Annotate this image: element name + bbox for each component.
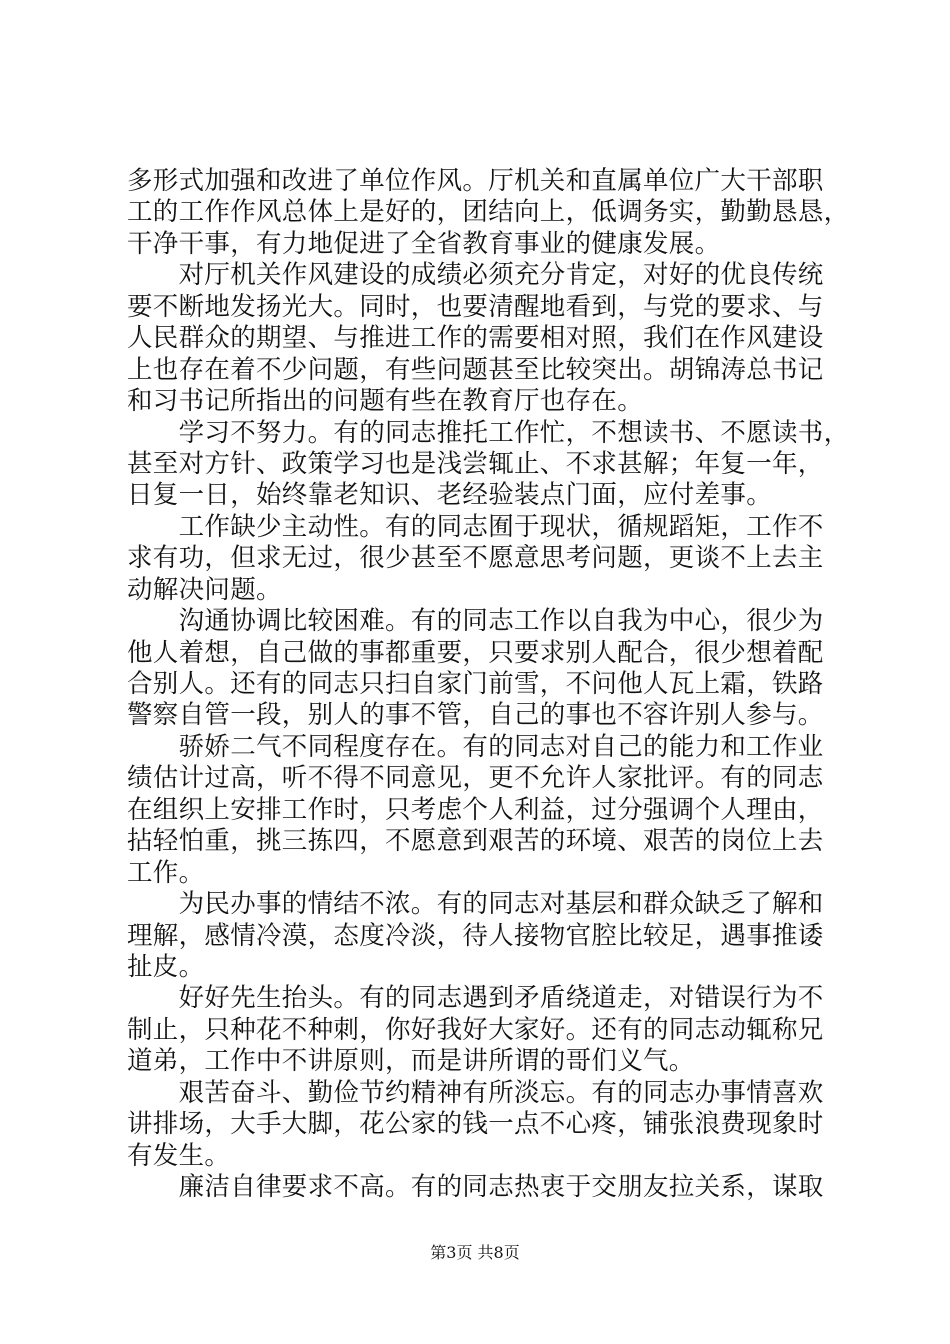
page-number-footer: 第3页 共8页 xyxy=(430,1243,520,1262)
text-line: 廉洁自律要求不高。有的同志热衷于交朋友拉关系，谋取 xyxy=(127,1172,824,1202)
text-line: 动解决问题。 xyxy=(127,574,282,605)
text-line: 多形式加强和改进了单位作风。厅机关和直属单位广大干部职 xyxy=(127,166,824,196)
text-line: 甚至对方针、政策学习也是浅尝辄止、不求甚解；年复一年， xyxy=(127,448,824,479)
text-line: 骄娇二气不同程度存在。有的同志对自己的能力和工作业 xyxy=(127,731,824,762)
text-line: 工作缺少主动性。有的同志囿于现状，循规蹈矩，工作不 xyxy=(127,511,824,542)
text-line: 他人着想，自己做的事都重要，只要求别人配合，很少想着配 xyxy=(127,637,824,668)
text-line: 讲排场，大手大脚，花公家的钱一点不心疼，铺张浪费现象时 xyxy=(127,1109,824,1140)
text-line: 为民办事的情结不浓。有的同志对基层和群众缺乏了解和 xyxy=(127,889,824,920)
text-line: 艰苦奋斗、勤俭节约精神有所淡忘。有的同志办事情喜欢 xyxy=(127,1077,824,1108)
document-body xyxy=(127,166,850,1203)
text-line: 工的工作作风总体上是好的，团结向上，低调务实，勤勤恳恳， xyxy=(127,197,850,228)
text-line: 道弟，工作中不讲原则，而是讲所谓的哥们义气。 xyxy=(127,1046,695,1077)
text-line: 对厅机关作风建设的成绩必须充分肯定，对好的优良传统 xyxy=(127,260,824,291)
text-line: 学习不努力。有的同志推托工作忙，不想读书、不愿读书， xyxy=(127,417,850,448)
text-line: 求有功，但求无过，很少甚至不愿意思考问题，更谈不上去主 xyxy=(127,543,824,574)
text-line: 拈轻怕重，挑三拣四，不愿意到艰苦的环境、艰苦的岗位上去 xyxy=(127,826,824,857)
text-line: 好好先生抬头。有的同志遇到矛盾绕道走，对错误行为不 xyxy=(127,983,824,1014)
text-line: 有发生。 xyxy=(127,1140,231,1171)
text-line: 理解，感情冷漠，态度冷淡，待人接物官腔比较足，遇事推诿 xyxy=(127,920,824,951)
text-line: 要不断地发扬光大。同时，也要清醒地看到，与党的要求、与 xyxy=(127,291,824,322)
text-line: 合别人。还有的同志只扫自家门前雪，不问他人瓦上霜，铁路 xyxy=(127,669,824,699)
text-line: 日复一日，始终靠老知识、老经验装点门面，应付差事。 xyxy=(127,480,773,511)
text-line: 和习书记所指出的问题有些在教育厅也存在。 xyxy=(127,386,644,417)
text-line: 绩估计过高，听不得不同意见，更不允许人家批评。有的同志 xyxy=(127,763,824,794)
text-line: 沟通协调比较困难。有的同志工作以自我为中心，很少为 xyxy=(127,606,824,637)
text-line: 工作。 xyxy=(127,857,205,888)
text-line: 上也存在着不少问题，有些问题甚至比较突出。胡锦涛总书记 xyxy=(127,354,824,385)
text-line: 制止，只种花不种刺，你好我好大家好。还有的同志动辄称兄 xyxy=(127,1014,824,1045)
text-line: 人民群众的期望、与推进工作的需要相对照，我们在作风建设 xyxy=(127,323,824,354)
text-line: 干净干事，有力地促进了全省教育事业的健康发展。 xyxy=(127,228,721,259)
text-line: 扯皮。 xyxy=(127,951,205,982)
text-line: 警察自管一段，别人的事不管，自己的事也不容许别人参与。 xyxy=(127,700,824,731)
text-line: 在组织上安排工作时，只考虑个人利益，过分强调个人理由， xyxy=(127,794,824,825)
